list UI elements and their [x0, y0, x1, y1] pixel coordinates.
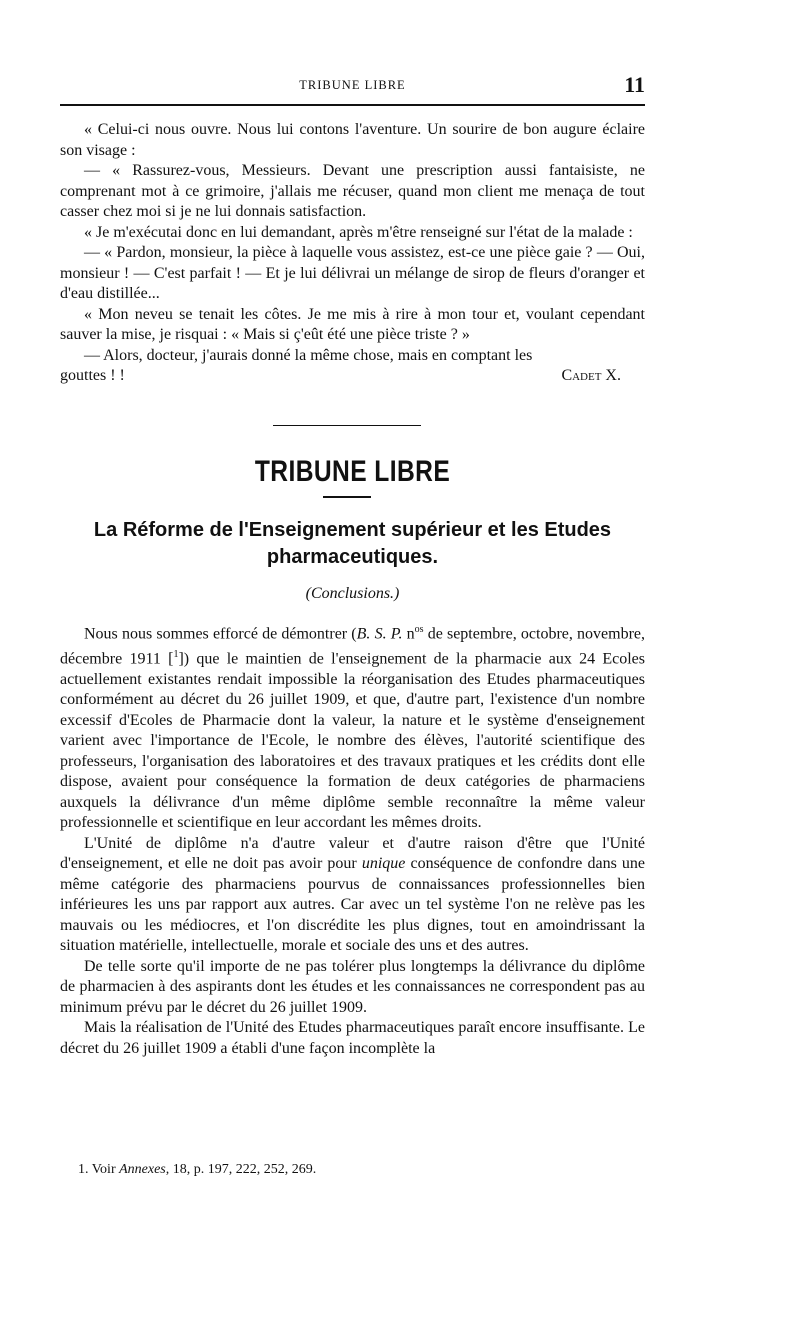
section-separator — [273, 425, 421, 426]
article-paragraph: De telle sorte qu'il importe de ne pas tolérer plus longtemps la délivrance du diplôme de pharmacien à des aspirants dont les études et les connaissances ne correspondent pas au minimum prévu par le décret du 26 juillet 1909. — [60, 957, 645, 1016]
text-run: de septembre, octobre, novembre, décembre 1911 [ — [60, 625, 646, 668]
anecdote-paragraph: « Celui-ci nous ouvre. Nous lui contons l'aventure. Un sourire de bon augure éclaire son visage : — [60, 121, 645, 159]
text-run: L'Unité de diplôme n'a d'autre valeur et d'autre raison d'être que l'Unité d'enseignement, et elle ne doit pas avoir pour — [60, 834, 645, 873]
article-body — [60, 620, 645, 1059]
article-paragraph — [60, 834, 645, 957]
footnote — [60, 1161, 645, 1179]
anecdote-paragraph: — « Rassurez-vous, Messieurs. Devant une prescription aussi fantaisiste, ne comprenant mot à ce grimoire, j'allais me récuser, quand mon client me menaça de tout casser chez moi si je ne lui donnais satisfaction. — [60, 162, 645, 220]
anecdote-paragraph: — « Pardon, monsieur, la pièce à laquelle vous assistez, est-ce une pièce gaie ? — Oui, monsieur ! — C'est parfait ! — Et je lui délivrai un mélange de sirop de fleurs d'oranger et d'eau distillée... — [60, 244, 645, 302]
title-underline — [323, 496, 371, 498]
author-signature: Cadet X. — [561, 367, 621, 384]
reference-abbrev: B. S. P. — [356, 625, 403, 643]
text-run: Nous nous sommes efforcé de démontrer ( — [84, 625, 357, 643]
anecdote-text — [60, 120, 645, 387]
article-paragraph — [60, 620, 645, 834]
running-head: TRIBUNE LIBRE — [299, 78, 406, 92]
footnote-text: Voir — [91, 1162, 120, 1177]
footnote-emphasis: Annexes — [119, 1162, 166, 1177]
section-title: TRIBUNE LIBRE — [254, 455, 451, 488]
article-subtitle: (Conclusions.) — [305, 585, 400, 602]
superscript: os — [414, 624, 424, 635]
closing-text: gouttes ! ! — [60, 367, 125, 384]
footnote-number: 1. — [78, 1162, 89, 1177]
footnote-text: , 18, p. 197, 222, 252, 269. — [165, 1162, 317, 1177]
article-paragraph: Mais la réalisation de l'Unité des Etudes pharmaceutiques paraît encore insuffisante. Le décret du 26 juillet 1909 a établi d'une façon incomplète la — [60, 1019, 645, 1057]
anecdote-paragraph: « Je m'exécutai donc en lui demandant, après m'être renseigné sur l'état de la malade : — [84, 223, 633, 241]
signature-line — [60, 366, 645, 387]
text-run: conséquence de confondre dans une même catégorie des pharmaciens pourvus de connaissances professionnelles bien inférieures les uns par rapport aux autres. Car avec un tel système l'on ne relève pas les mauvais ou les médiocres, et l'on discrédite les plus dignes, tout en amoindrissant la situation matérielle, intellectuelle, morale et sociale des uns et des autres. — [60, 855, 646, 955]
header-rule — [60, 104, 645, 106]
page-header — [60, 72, 645, 100]
anecdote-paragraph: « Mon neveu se tenait les côtes. Je me mis à rire à mon tour et, voulant cependant sauver la mise, je risquai : « Mais si ç'eût été une pièce triste ? » — [60, 305, 645, 343]
article-title: La Réforme de l'Enseignement supérieur et les Etudes pharmaceutiques. — [93, 519, 612, 568]
text-run: ]) que le maintien de l'enseignement de la pharmacie aux 24 Ecoles actuellement existantes rendait impossible la réorganisation des Etudes pharmaceutiques conformément au décret du 26 juillet 1909, et que, d'autre part, l'existence d'un nombre excessif d'Ecoles de Pharmacie dont la valeur, la nature et le système d'enseignement varient avec l'importance de l'Ecole, le nombre des élèves, l'autorité scientifique des professeurs, l'organisation des laboratoires et des travaux pratiques et les crédits dont elle dispose, avaient pour conséquence la formation de deux catégories de pharmaciens auxquels la délivrance d'un même diplôme semble reconnaître la même valeur professionnelle et scientifique en leur accordant les mêmes droits. — [60, 650, 645, 832]
text-run: n — [402, 625, 415, 643]
footnote-marker: 1 — [173, 648, 179, 660]
emphasis: unique — [361, 855, 406, 873]
page-number: 11 — [624, 72, 645, 97]
anecdote-paragraph: — Alors, docteur, j'aurais donné la même chose, mais en comptant les — [84, 346, 533, 364]
